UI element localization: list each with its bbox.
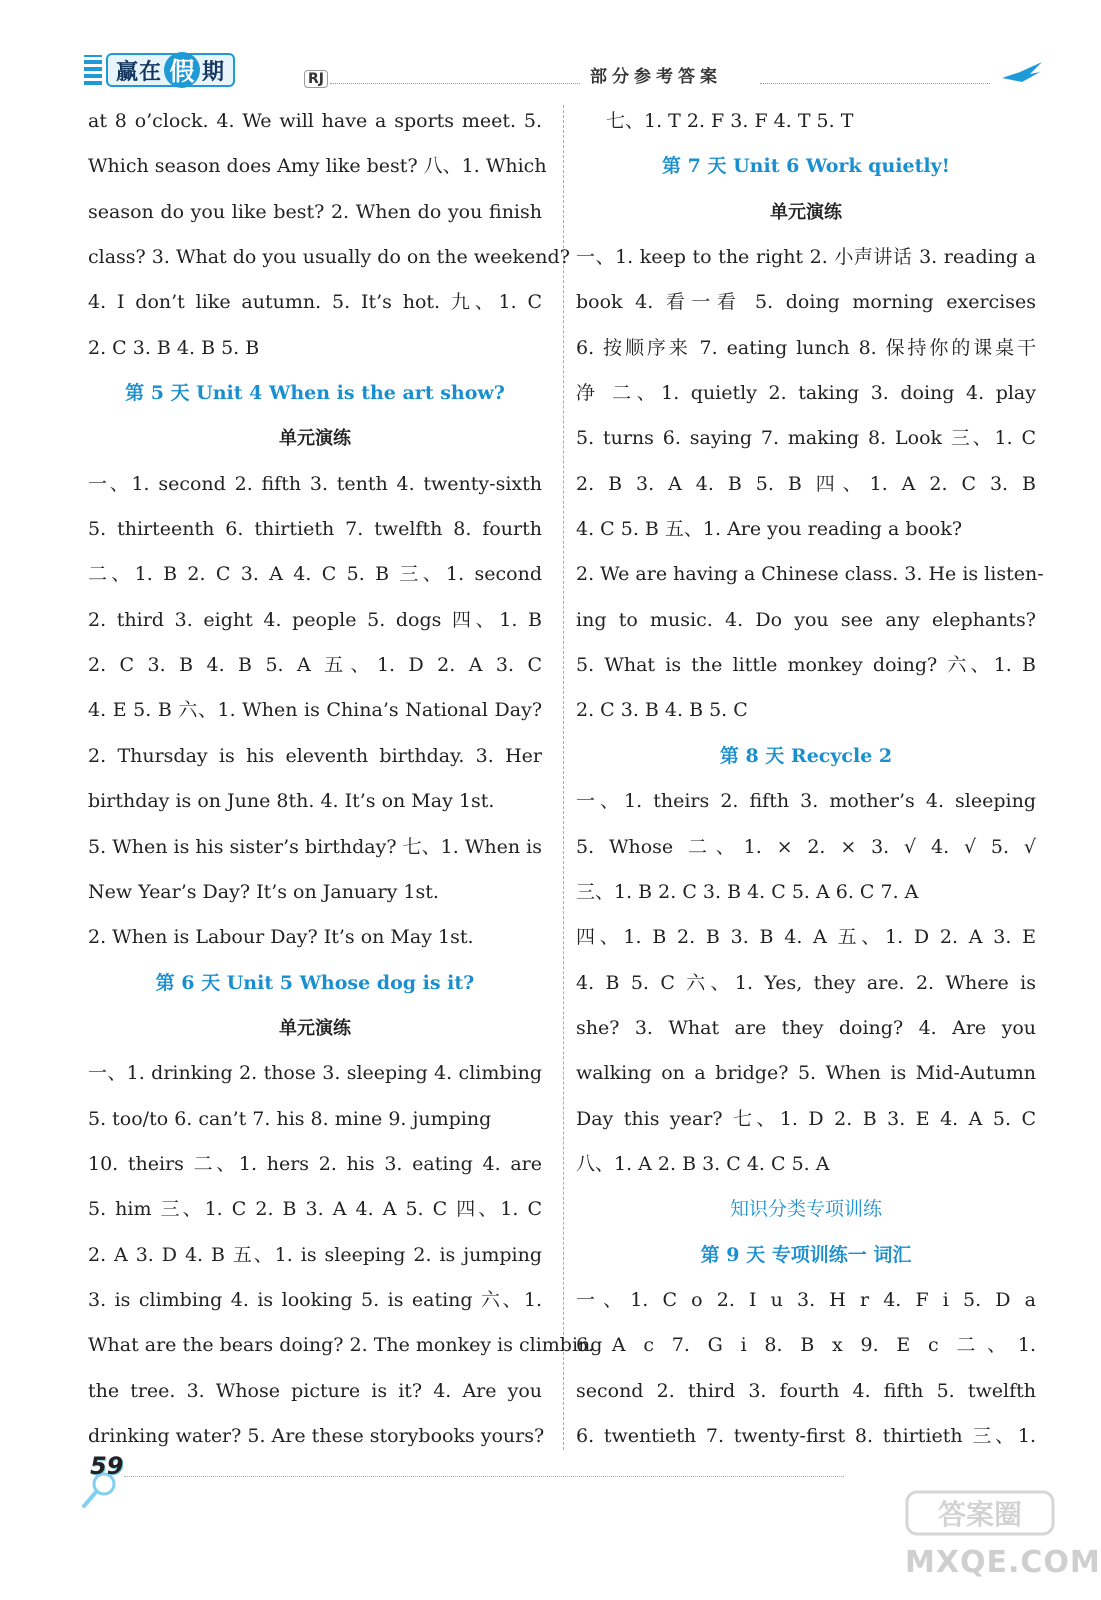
edition-badge: RJ	[304, 70, 328, 88]
answer-line: 八、1. A 2. B 3. C 4. C 5. A	[576, 1152, 830, 1175]
logo-text-mid: 假	[164, 52, 200, 88]
watermark-logo-icon	[905, 1488, 1055, 1538]
brand-logo	[84, 52, 235, 88]
answer-line: 5. turns 6. saying 7. making 8. Look 三、1. C	[576, 427, 1036, 450]
answer-line: 4. B 5. C 六、1. Yes, they are. 2. Where is	[576, 971, 1036, 994]
answer-line: 一、1. C o 2. I u 3. H r 4. F i 5. D a	[576, 1288, 1036, 1311]
watermark-text: MXQE.COM	[905, 1545, 1101, 1580]
page-number: 59	[90, 1452, 124, 1480]
answer-line: 6. 按顺序来 7. eating lunch 8. 保持你的课桌干	[576, 336, 1036, 359]
answer-line: walking on a bridge? 5. When is Mid-Autumn	[576, 1062, 1036, 1085]
day-heading: 第 6 天 Unit 5 Whose dog is it?	[155, 971, 475, 994]
answer-line: 3. is climbing 4. is looking 5. is eating 六、1.	[88, 1288, 542, 1311]
answer-line: 6. twentieth 7. twenty-first 8. thirtieth 三、1.	[576, 1424, 1036, 1447]
answer-line: 2. When is Labour Day? It’s on May 1st.	[88, 926, 474, 949]
answer-line: drinking water? 5. Are these storybooks yours?	[88, 1424, 545, 1447]
answer-line: book 4. 看一看 5. doing morning exercises	[576, 291, 1036, 314]
answer-line: 4. C 5. B 五、1. Are you reading a book?	[576, 518, 963, 541]
answer-line: Which season does Amy like best? 八、1. Which	[88, 155, 547, 178]
answer-line: 5. thirteenth 6. thirtieth 7. twelfth 8. fourth	[88, 518, 542, 541]
answer-line: second 2. third 3. fourth 4. fifth 5. twelfth	[576, 1379, 1036, 1402]
answer-line: 二、1. B 2. C 3. A 4. C 5. B 三、1. second	[88, 563, 542, 586]
logo-text-left: 赢在	[116, 59, 163, 85]
answer-line: 5. What is the little monkey doing? 六、1. B	[576, 654, 1036, 677]
logo-box	[106, 53, 235, 87]
day-heading: 第 8 天 Recycle 2	[719, 744, 893, 767]
answer-line: birthday is on June 8th. 4. It’s on May 1st.	[88, 790, 495, 813]
day-heading: 第 7 天 Unit 6 Work quietly!	[662, 155, 950, 178]
answer-column-left	[88, 99, 603, 1459]
answer-line: class? 3. What do you usually do on the weekend?	[88, 246, 570, 269]
answer-line: What are the bears doing? 2. The monkey is climbing	[88, 1334, 603, 1357]
answer-line: 5. When is his sister’s birthday? 七、1. When is	[88, 835, 542, 858]
answer-line: 四、1. B 2. B 3. B 4. A 五、1. D 2. A 3. E	[576, 926, 1036, 949]
answer-line: 4. E 5. B 六、1. When is China’s National Day?	[88, 699, 542, 722]
answer-line: 一、1. theirs 2. fifth 3. mother’s 4. sleeping	[576, 790, 1036, 813]
answer-line: 2. third 3. eight 4. people 5. dogs 四、1. B	[88, 608, 542, 631]
header-rule-left	[330, 83, 580, 84]
section-heading: 单元演练	[279, 428, 351, 450]
category-heading: 知识分类专项训练	[729, 1198, 882, 1221]
logo-text-right: 期	[202, 59, 226, 85]
header-rule-right	[760, 83, 990, 84]
column-divider	[563, 105, 564, 1450]
answer-line: 2. Thursday is his eleventh birthday. 3. Her	[88, 744, 542, 767]
section-heading: 单元演练	[770, 201, 842, 223]
answer-line: 5. him 三、1. C 2. B 3. A 4. A 5. C 四、1. C	[88, 1198, 542, 1221]
answer-line: 三、1. B 2. C 3. B 4. C 5. A 6. C 7. A	[576, 880, 919, 903]
page-title: 部分参考答案	[590, 67, 722, 87]
answer-line: the tree. 3. Whose picture is it? 4. Are you	[88, 1379, 542, 1402]
footer-rule	[124, 1476, 844, 1477]
section-heading: 单元演练	[279, 1017, 351, 1039]
answer-line: 4. I don’t like autumn. 5. It’s hot. 九、1. C	[88, 291, 542, 314]
answer-line: ing to music. 4. Do you see any elephants?	[576, 608, 1036, 631]
day-heading: 第 5 天 Unit 4 When is the art show?	[125, 382, 505, 405]
answer-line: 一、1. drinking 2. those 3. sleeping 4. climbing	[88, 1062, 542, 1085]
answer-line: 2. A 3. D 4. B 五、1. is sleeping 2. is jumping	[88, 1243, 542, 1266]
answer-line: 2. B 3. A 4. B 5. B 四、1. A 2. C 3. B	[576, 472, 1036, 495]
answer-line: 一、1. second 2. fifth 3. tenth 4. twenty-sixth	[88, 472, 542, 495]
logo-stripes-icon	[84, 55, 102, 85]
answer-line: 七、1. T 2. F 3. F 4. T 5. T	[606, 110, 854, 132]
answer-column-right	[576, 99, 1044, 1459]
answer-line: 6. A c 7. G i 8. B x 9. E c 二、1.	[576, 1334, 1036, 1357]
answer-line: season do you like best? 2. When do you finish	[88, 200, 542, 223]
answer-line: 5. Whose 二、1. × 2. × 3. √ 4. √ 5. √	[576, 835, 1036, 858]
answer-line: at 8 o’clock. 4. We will have a sports meet. 5.	[88, 110, 542, 132]
answer-line: 2. C 3. B 4. B 5. A 五、1. D 2. A 3. C	[88, 654, 542, 677]
page-header	[0, 0, 1083, 100]
watermark-logo-text: 答案圈	[937, 1498, 1023, 1531]
bird-icon	[1000, 60, 1044, 84]
answer-line: New Year’s Day? It’s on January 1st.	[88, 880, 439, 903]
answer-line: Day this year? 七、1. D 2. B 3. E 4. A 5. C	[576, 1107, 1036, 1130]
answer-line: 2. C 3. B 4. B 5. C	[576, 699, 748, 722]
answer-line: 净 二、1. quietly 2. taking 3. doing 4. play	[576, 382, 1036, 405]
answer-line: she? 3. What are they doing? 4. Are you	[576, 1016, 1036, 1039]
answer-line: 一、1. keep to the right 2. 小声讲话 3. reading a	[576, 246, 1036, 269]
answer-line: 2. We are having a Chinese class. 3. He is listen-	[576, 563, 1044, 586]
answer-line: 10. theirs 二、1. hers 2. his 3. eating 4. are	[88, 1152, 542, 1175]
answer-line: 2. C 3. B 4. B 5. B	[88, 336, 260, 359]
answer-line: 5. too/to 6. can’t 7. his 8. mine 9. jumping	[88, 1107, 492, 1130]
day-heading: 第 9 天 专项训练一 词汇	[700, 1243, 912, 1266]
